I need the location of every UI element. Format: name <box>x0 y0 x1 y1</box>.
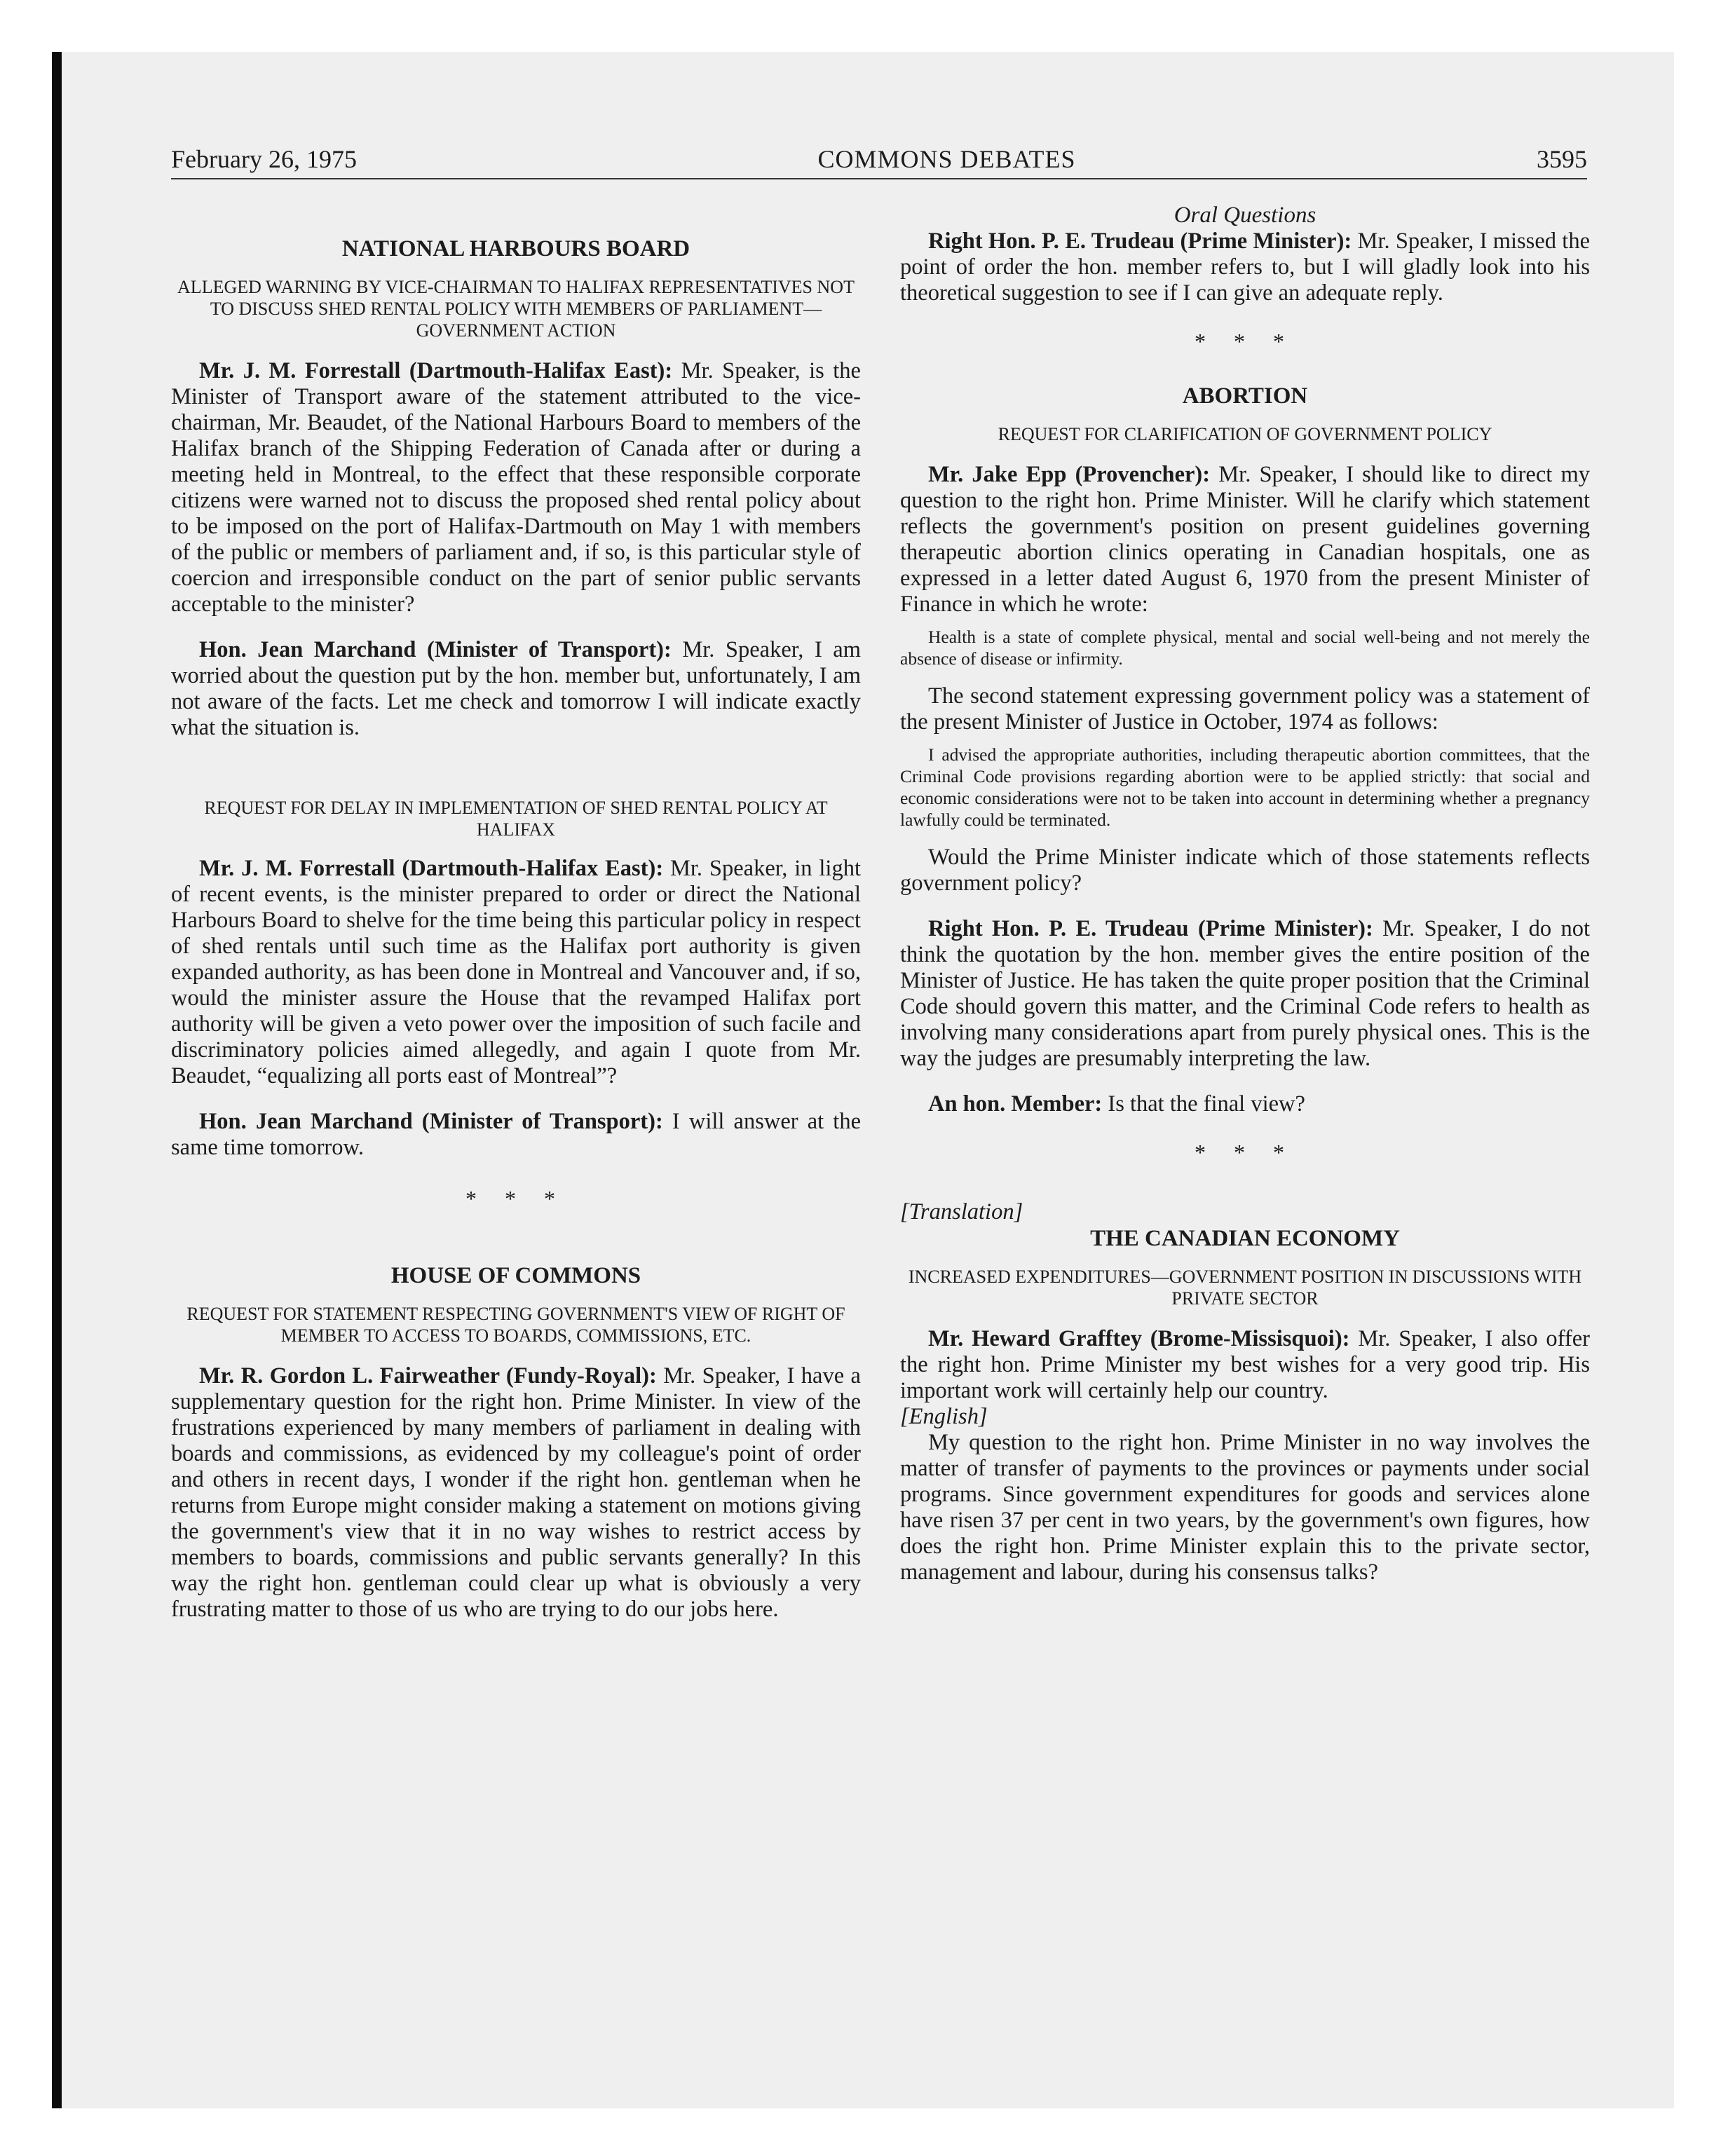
speech-text: Is that the final view? <box>1102 1091 1305 1117</box>
speech-text: Mr. Speaker, I also offer the right hon. Prime Minister my best wishes for a very good trip. His important work will certainly help our country. <box>900 1326 1590 1403</box>
speech-text: I will answer at the same time tomorrow. <box>171 1109 861 1160</box>
speaker-name: Mr. J. M. Forrestall (Dartmouth-Halifax East): <box>199 856 664 881</box>
section-title-harbours: NATIONAL HARBOURS BOARD <box>341 236 690 261</box>
header-title: COMMONS DEBATES <box>817 145 1076 173</box>
section-separator: * * * <box>1195 329 1295 354</box>
speech-text: Mr. Speaker, I should like to direct my question to the right hon. Prime Minister. Will he clarify which statement reflects the government's position on present guidelines governing therapeutic abortion clinics operating in Canadian hospitals, one as expressed in a letter dated August 6, 1970 from the present Minister of Finance in which he wrote: <box>900 462 1591 617</box>
speech-marchand-2 <box>171 1109 861 1161</box>
speaker-name: Right Hon. P. E. Trudeau (Prime Minister): <box>928 916 1373 941</box>
speaker-name: Mr. Jake Epp (Provencher): <box>928 462 1211 487</box>
running-head: Oral Questions <box>1173 203 1316 228</box>
speaker-name: An hon. Member: <box>928 1091 1103 1117</box>
left-column <box>171 202 861 1623</box>
speech-marchand-1 <box>171 637 861 741</box>
header-page-number: 3595 <box>1537 145 1587 173</box>
section-title-house: HOUSE OF COMMONS <box>390 1263 641 1288</box>
header-date: February 26, 1975 <box>171 145 357 173</box>
speech-grafftey <box>900 1326 1590 1404</box>
subsection-title-expenditures: INCREASED EXPENDITURES—GOVERNMENT POSITION IN DISCUSSIONS WITH PRIVATE SECTOR <box>908 1267 1582 1309</box>
speech-hon-member <box>900 1091 1590 1117</box>
speech-forrestall-2 <box>171 856 861 1089</box>
subsection-title-access: REQUEST FOR STATEMENT RESPECTING GOVERNMENT'S VIEW OF RIGHT OF MEMBER TO ACCESS TO BOARDS, COMMISSIONS, ETC. <box>186 1304 845 1346</box>
scan-edge-bar <box>52 52 62 2108</box>
speech-epp-question: Would the Prime Minister indicate which of those statements reflects government policy? <box>900 845 1590 896</box>
speaker-name: Mr. Heward Grafftey (Brome-Missisquoi): <box>928 1326 1350 1351</box>
right-column <box>900 202 1590 1585</box>
speech-text: Mr. Speaker, in light of recent events, is the minister prepared to order or direct the National Harbours Board to shelve for the time being this particular policy in respect of shed rentals until such time as the Halifax port authority is given expanded authority, as has been done in Montreal and Vancouver and, if so, would the minister assure the House that the revamped Halifax port authority will be given a veto power over the imposition of such facile and discriminatory policies aimed allegedly, and again I quote from Mr. Beaudet, “equalizing all ports east of Montreal”? <box>171 856 861 1089</box>
quote-finance-minister: Health is a state of complete physical, mental and social well-being and not merely the absence of disease or infirmity. <box>900 627 1590 669</box>
speech-text: Mr. Speaker, I do not think the quotation by the hon. member gives the entire position of the Minister of Justice. He has taken the quite proper position that the Criminal Code should govern this matter, and the Criminal Code refers to health as involving many considerations apart from purely physical ones. This is the way the judges are presumably interpreting the law. <box>900 916 1590 1071</box>
subsection-title-clarification: REQUEST FOR CLARIFICATION OF GOVERNMENT POLICY <box>998 424 1492 444</box>
page-header <box>171 144 1587 179</box>
speaker-name: Hon. Jean Marchand (Minister of Transport): <box>199 637 672 662</box>
speaker-name: Right Hon. P. E. Trudeau (Prime Minister): <box>928 228 1352 254</box>
section-title-economy: THE CANADIAN ECONOMY <box>1090 1226 1400 1251</box>
speech-grafftey-question: My question to the right hon. Prime Minister in no way involves the matter of transfer of payments to the provinces or payments under social programs. Since government expenditures for goods and services alone have risen 37 per cent in two years, by the government's own figures, how does the right hon. Prime Minister explain this to the private sector, management and labour, during his consensus talks? <box>900 1430 1590 1585</box>
speech-text: Mr. Speaker, I missed the point of order the hon. member refers to, but I will gladly look into his theoretical suggestion to see if I can give an adequate reply. <box>900 228 1590 306</box>
speech-forrestall-1 <box>171 358 861 618</box>
subsection-title-delay: REQUEST FOR DELAY IN IMPLEMENTATION OF SHED RENTAL POLICY AT HALIFAX <box>204 798 828 840</box>
speech-text: Mr. Speaker, I am worried about the question put by the hon. member but, unfortunately, I am not aware of the facts. Let me check and tomorrow I will indicate exactly what the situation is. <box>171 637 862 740</box>
section-separator: * * * <box>465 1186 566 1211</box>
speech-text: Mr. Speaker, I have a supplementary question for the right hon. Prime Minister. In view of the frustrations experienced by many members of parliament in dealing with boards and commissions, as evidenced by my colleague's point of order and others in recent days, I wonder if the right hon. gentleman when he returns from Europe might consider making a statement on motions giving the government's view that it in no way wishes to restrict access by members to boards, commissions and public servants generally? In this way the right hon. gentleman could clear up what is obviously a very frustrating matter to those of us who are trying to do our jobs here. <box>171 1363 861 1622</box>
section-separator: * * * <box>1195 1140 1295 1165</box>
english-tag: [English] <box>900 1404 988 1429</box>
speech-trudeau-1 <box>900 228 1590 306</box>
speech-fairweather <box>171 1363 861 1623</box>
speaker-name: Hon. Jean Marchand (Minister of Transport): <box>199 1109 663 1134</box>
translation-tag: [Translation] <box>900 1199 1023 1224</box>
subsection-title-warning: ALLEGED WARNING BY VICE-CHAIRMAN TO HALIFAX REPRESENTATIVES NOT TO DISCUSS SHED RENTAL POLICY WITH MEMBERS OF PARLIAMENT—GOVERNMENT ACTION <box>177 277 855 341</box>
speech-text: Mr. Speaker, is the Minister of Transport aware of the statement attributed to the vice-chairman, Mr. Beaudet, of the National Harbours Board to members of the Halifax branch of the Shipping Federation of Canada after or during a meeting held in Montreal, to the effect that these responsible corporate citizens were warned not to discuss the proposed shed rental policy about to be imposed on the port of Halifax-Dartmouth on May 1 with members of the public or members of parliament and, if so, is this particular style of coercion and irresponsible conduct on the part of senior public servants acceptable to the minister? <box>171 358 861 617</box>
speaker-name: Mr. J. M. Forrestall (Dartmouth-Halifax East): <box>199 358 673 383</box>
speech-epp-continued: The second statement expressing government policy was a statement of the present Minister of Justice in October, 1974 as follows: <box>900 683 1590 735</box>
speaker-name: Mr. R. Gordon L. Fairweather (Fundy-Royal): <box>199 1363 657 1389</box>
quote-justice-minister: I advised the appropriate authorities, including therapeutic abortion committees, that the Criminal Code provisions regarding abortion were to be applied strictly: that social and economic considerations were not to be taken into account in determining whether a pregnancy lawfully could be terminated. <box>900 744 1590 830</box>
speech-trudeau-2 <box>900 916 1590 1072</box>
speech-epp <box>900 462 1590 618</box>
section-title-abortion: ABORTION <box>1182 383 1308 409</box>
